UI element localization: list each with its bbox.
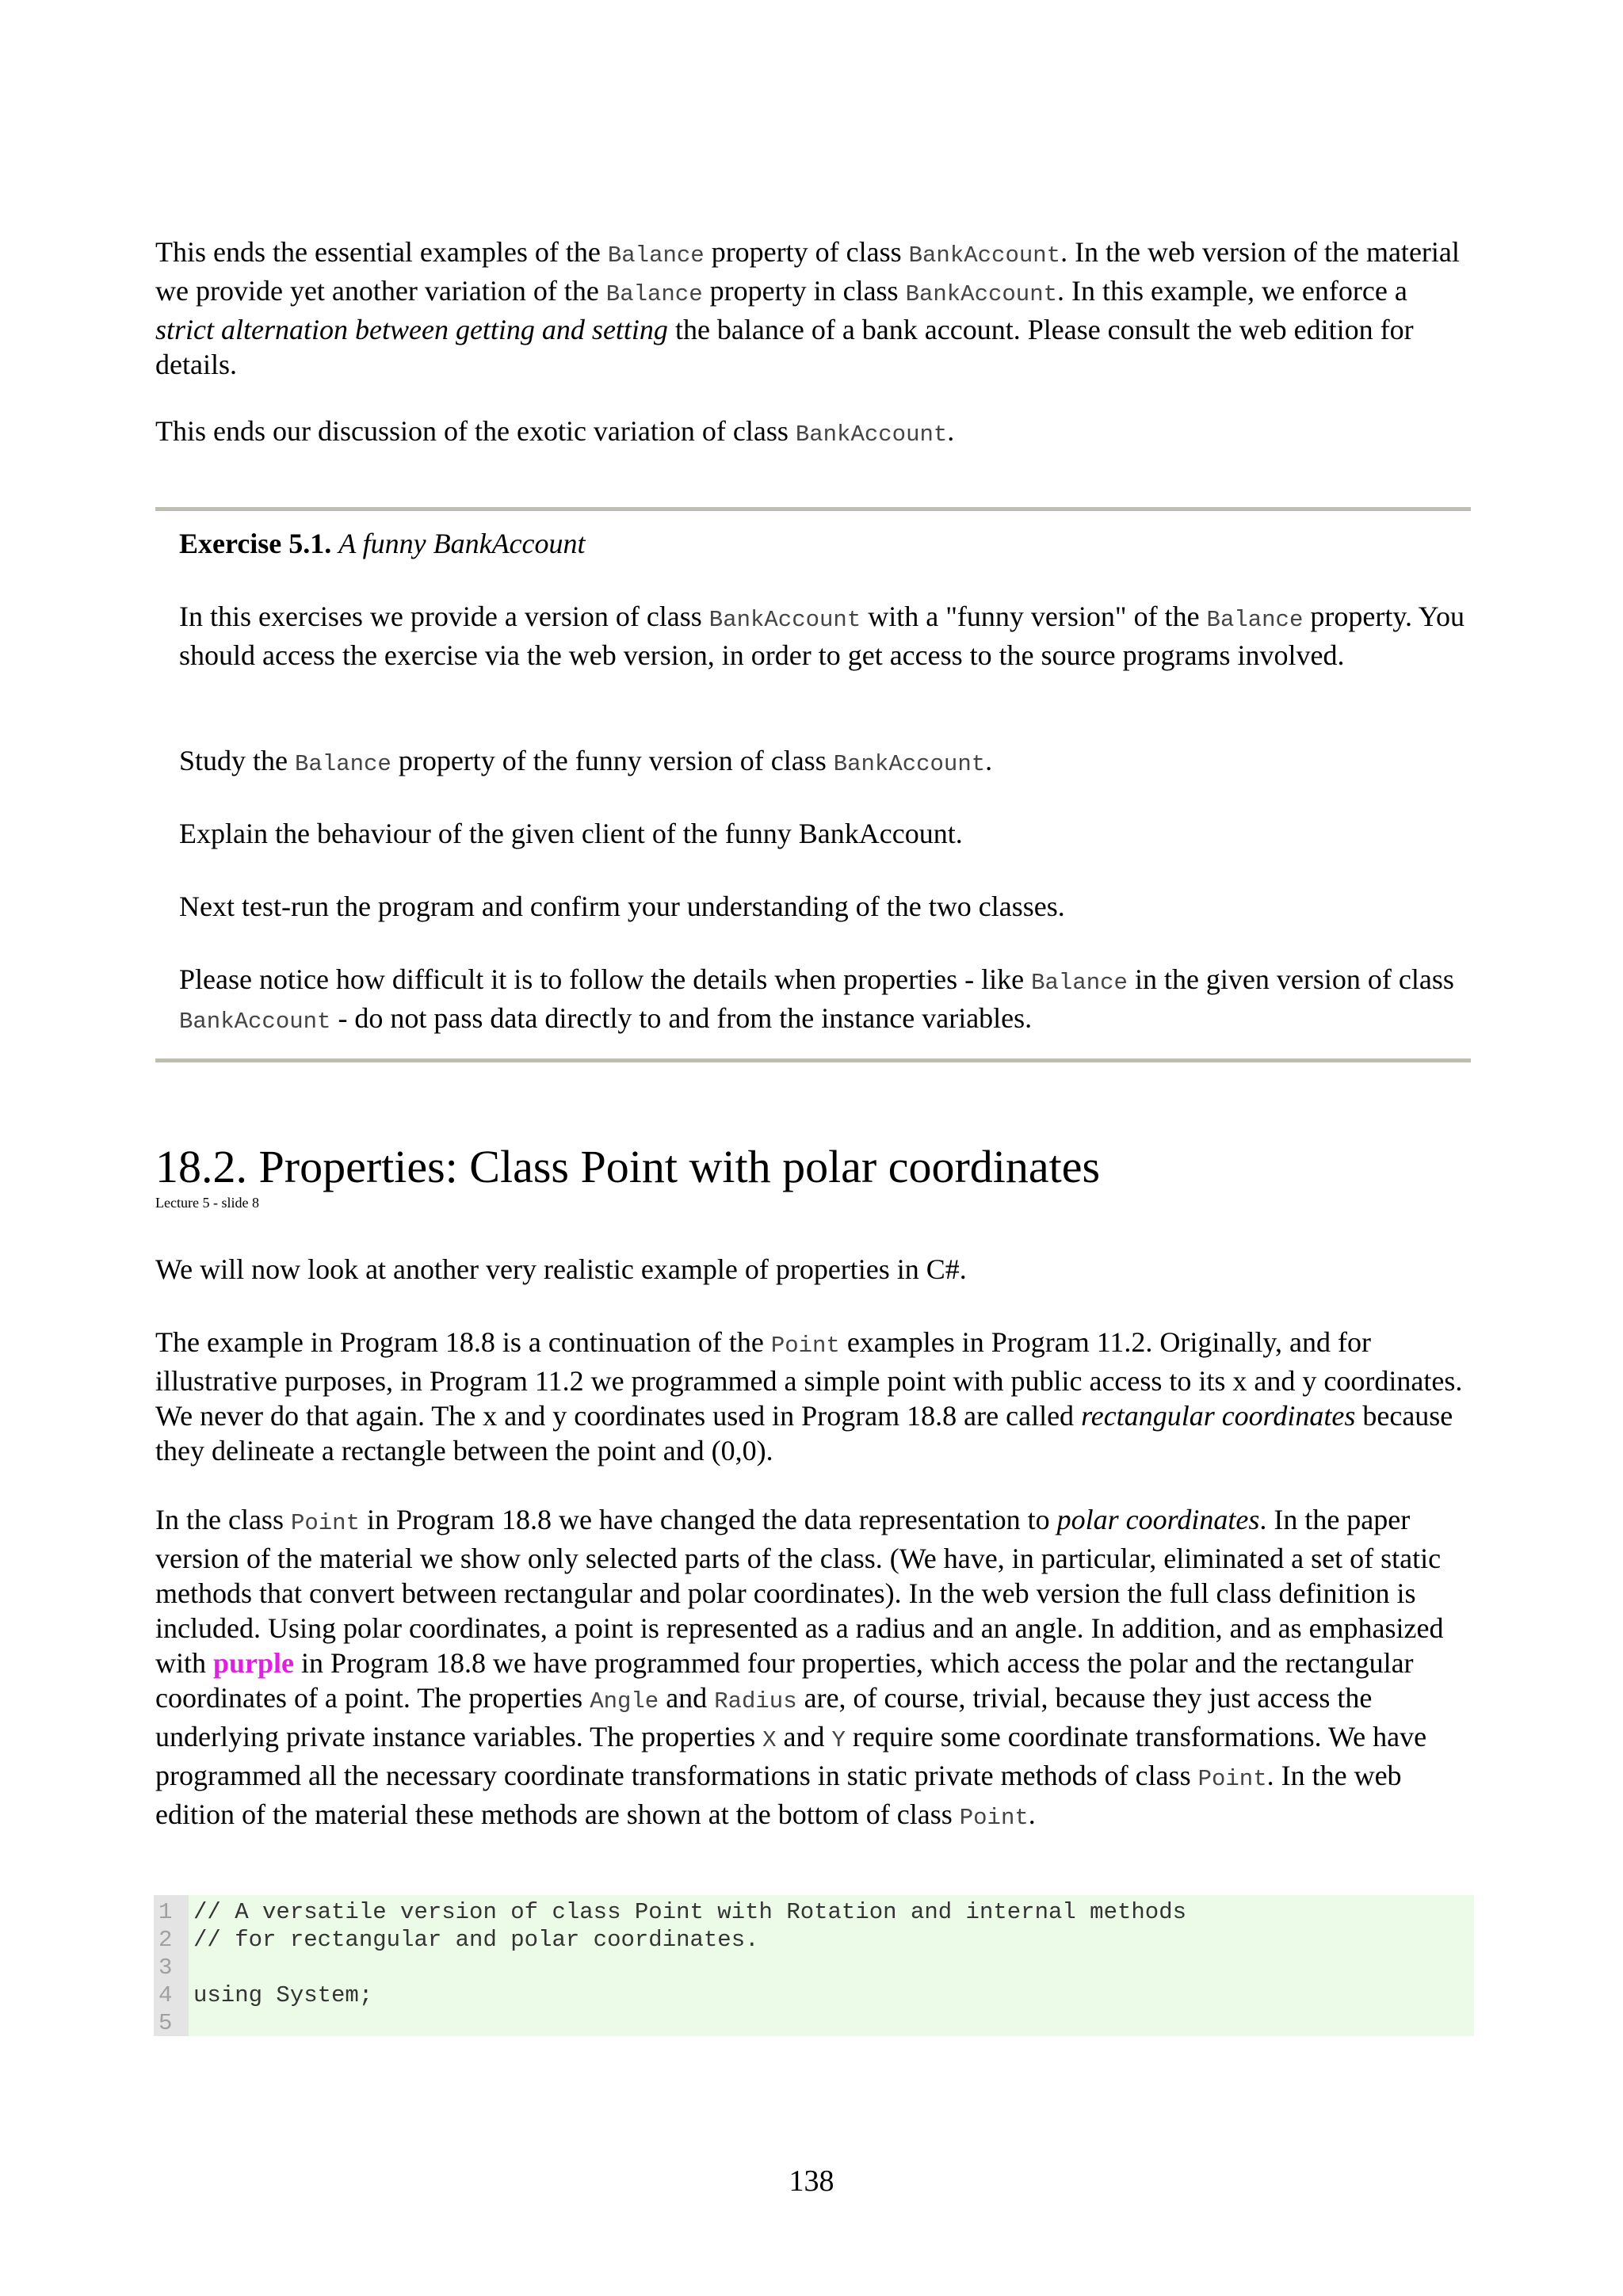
- paragraph-polar-coordinates: In the class Point in Program 18.8 we have changed the data representation to polar coordinates. In the paper version of the material we show only selected parts of the class. (We have, in particular, eliminated a set of static methods that convert between rectangular and polar coordinates). In the web version the full class definition is included. Using polar coordinates, a point is represented as a radius and an angle. In addition, and as emphasized with purple in Program 18.8 we have programmed four properties, which access the polar and the rectangular coordinates of a point. The properties Angle and Radius are, of course, trivial, because they just access the underlying private instance variables. The properties X and Y require some coordinate transformations. We have programmed all the necessary coordinate transformations in static private methods of class Point. In the web edition of the material these methods are shown at the bottom of class Point.: [155, 1504, 1444, 1831]
- exercise-paragraph-1: In this exercises we provide a version of class BankAccount with a "funny version" of the Balance property. You should access the exercise via the web version, in order to get access to the source programs involved.: [179, 601, 1465, 671]
- section-heading: 18.2. Properties: Class Point with polar coordinates: [155, 1141, 1101, 1192]
- purple-emphasis: purple: [213, 1647, 295, 1679]
- paragraph-rectangular-coordinates: The example in Program 18.8 is a continuation of the Point examples in Program 11.2. Originally, and for illustrative purposes, in Program 11.2 we programmed a simple point with public access to its x and y coordinates. We never do that again. The x and y coordinates used in Program 18.8 are called rectangular coordinates because they delineate a rectangle between the point and (0,0).: [155, 1326, 1463, 1466]
- exercise-bottom-rule: [155, 1058, 1471, 1062]
- exercise-paragraph-3: Explain the behaviour of the given client of the funny BankAccount.: [179, 818, 963, 849]
- exercise-label: Exercise 5.1.: [179, 528, 332, 559]
- exercise-paragraph-4: Next test-run the program and confirm your understanding of the two classes.: [179, 891, 1065, 922]
- exercise-title: Exercise 5.1. A funny BankAccount: [179, 528, 586, 559]
- line-number: 5: [158, 2010, 173, 2036]
- exercise-paragraph-5: Please notice how difficult it is to follow the details when properties - like Balance in the given version of class BankAccount - do not pass data directly to and from the instance variables.: [179, 963, 1454, 1035]
- code-text: // A versatile version of class Point with Rotation and internal methods: [193, 1899, 1187, 1925]
- exercise-paragraph-2: Study the Balance property of the funny version of class BankAccount.: [179, 745, 993, 777]
- line-number: 2: [158, 1927, 173, 1953]
- paragraph-balance-examples: This ends the essential examples of the Balance property of class BankAccount. In the web version of the material we provide yet another variation of the Balance property in class BankAccount. In this example, we enforce a strict alternation between getting and setting the balance of a bank account. Please consult the web edition for details.: [155, 236, 1460, 380]
- page-number: 138: [789, 2164, 834, 2198]
- slide-reference: Lecture 5 - slide 8: [155, 1195, 259, 1211]
- line-number: 4: [158, 1982, 173, 2008]
- exercise-top-rule: [155, 507, 1471, 511]
- code-text: using System;: [193, 1982, 373, 2008]
- line-number: 3: [158, 1955, 173, 1981]
- paragraph-exotic-variation: This ends our discussion of the exotic variation of class BankAccount.: [155, 415, 955, 448]
- code-text: // for rectangular and polar coordinates.: [193, 1927, 759, 1953]
- line-number: 1: [158, 1899, 173, 1925]
- code-listing: [154, 1895, 1474, 2036]
- paragraph-realistic-example: We will now look at another very realistic example of properties in C#.: [155, 1253, 967, 1285]
